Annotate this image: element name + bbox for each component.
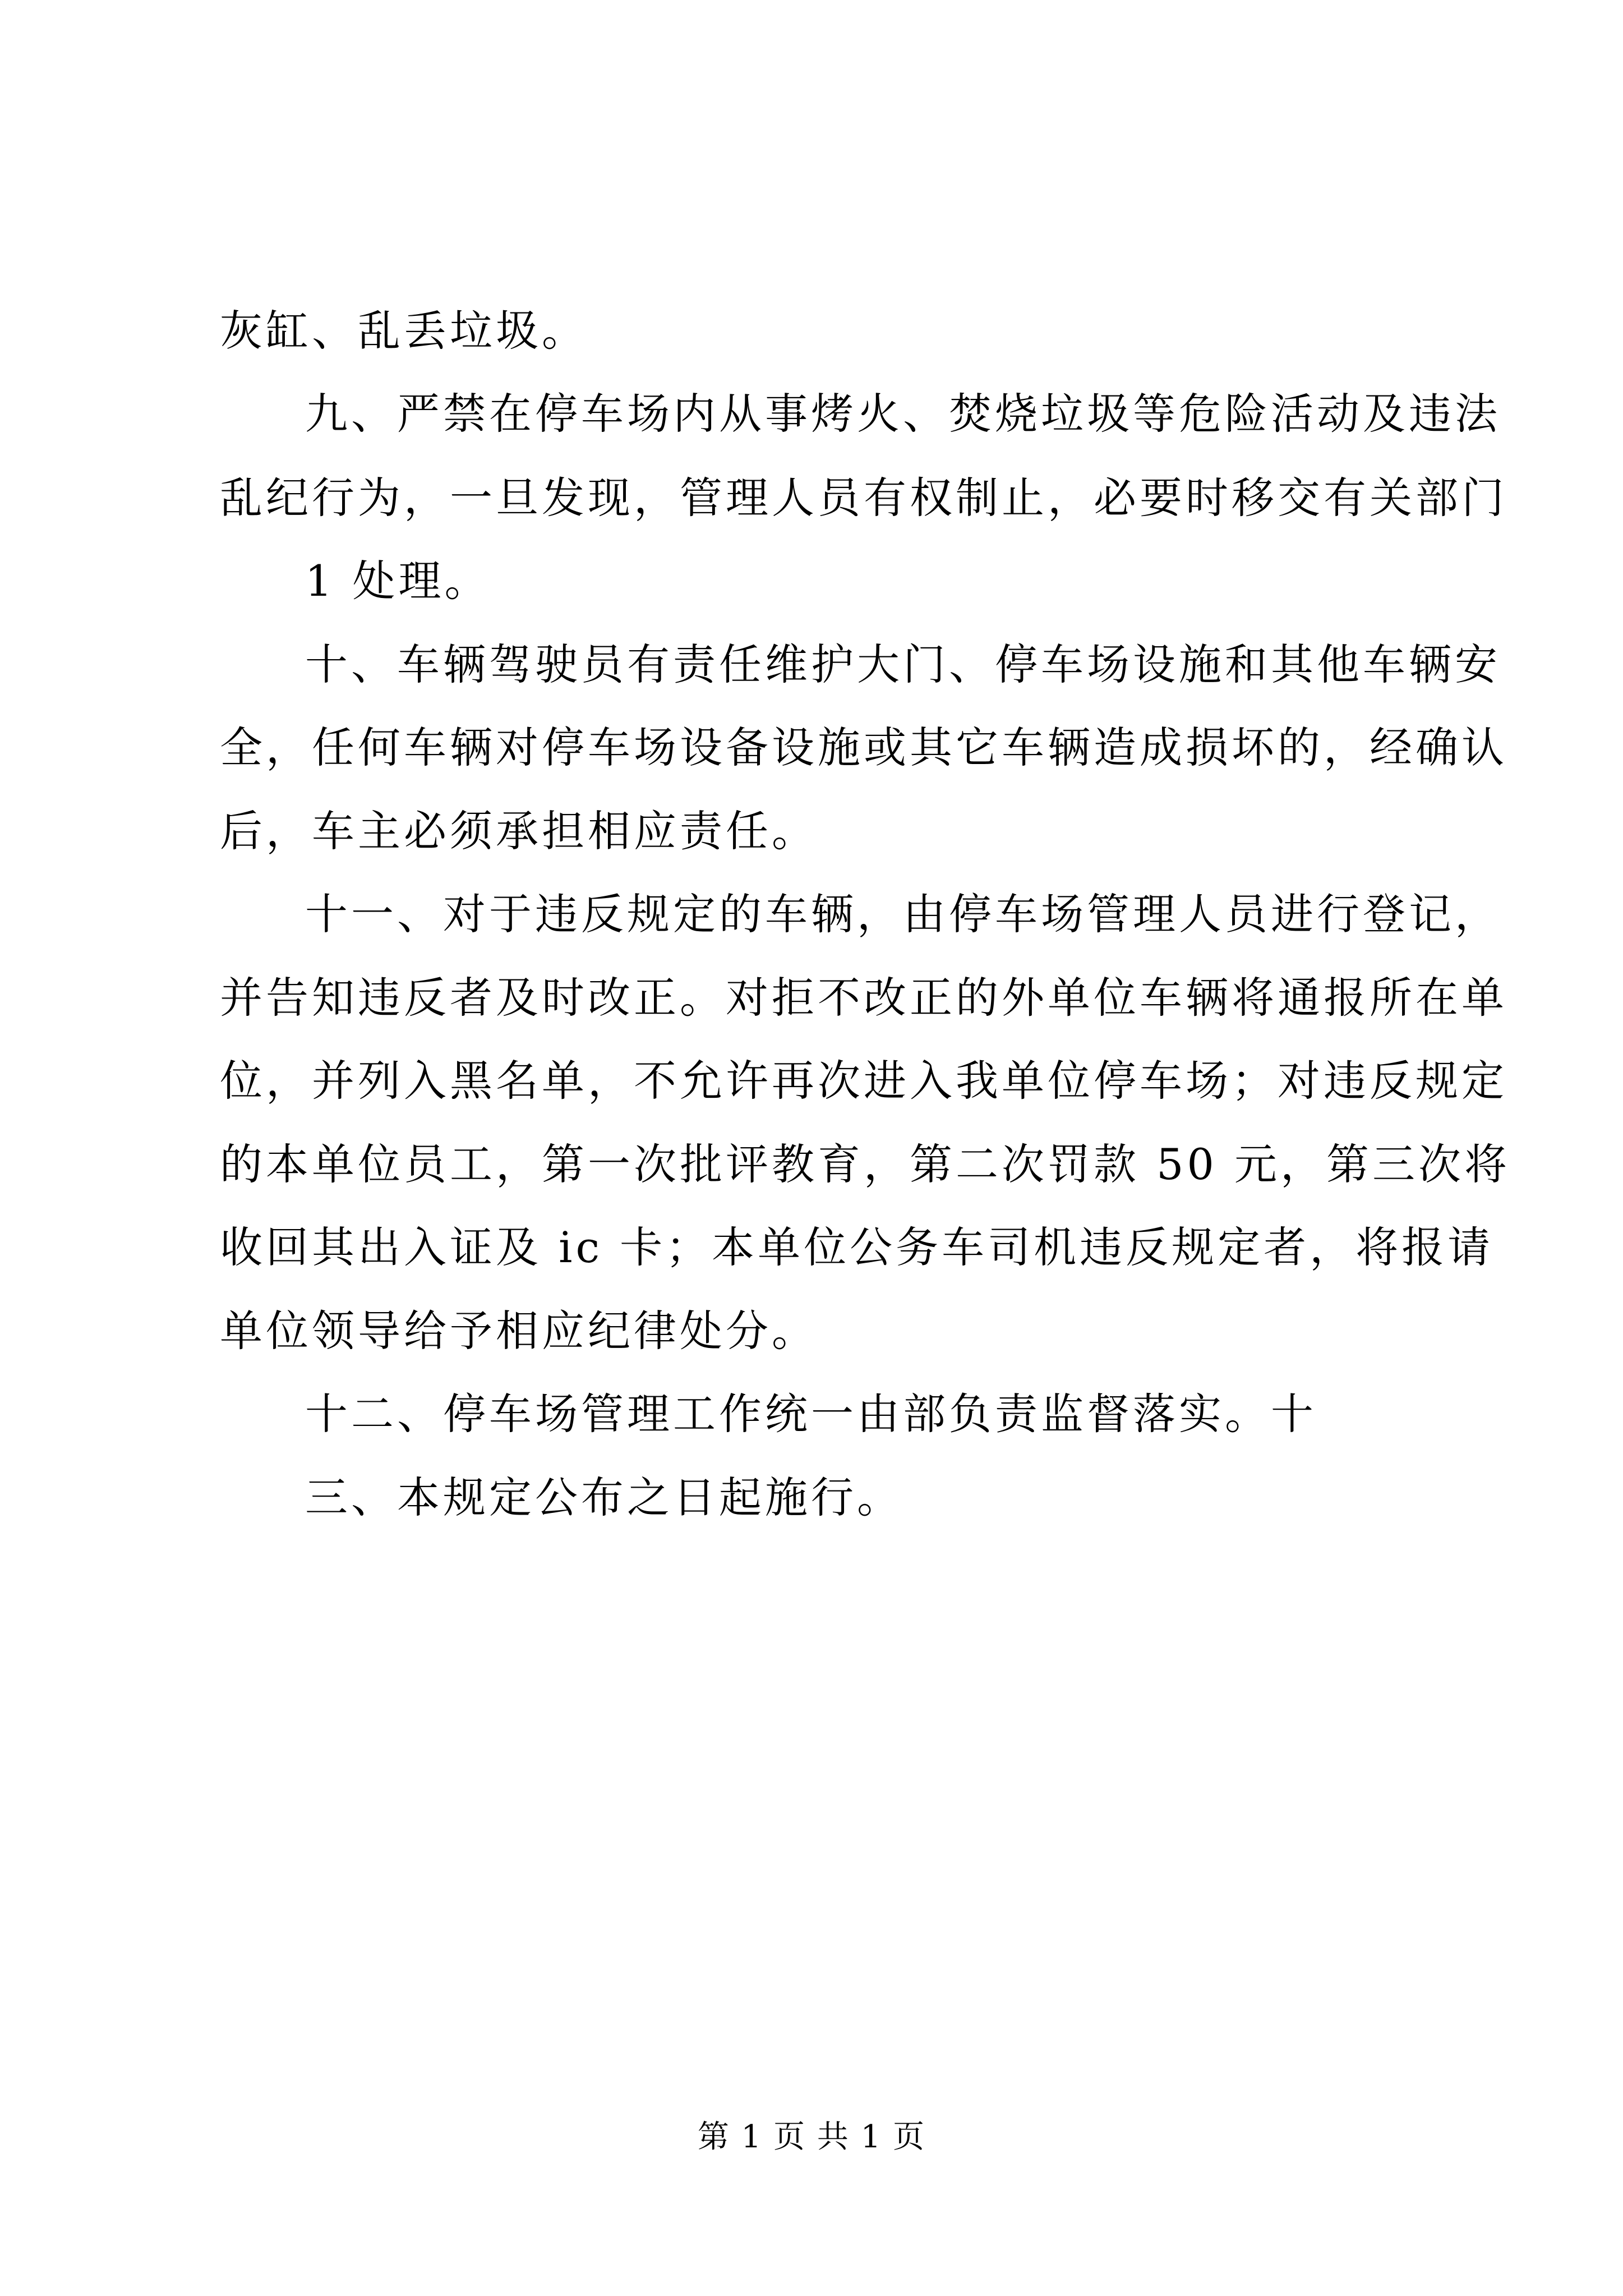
page-number-footer: 第 1 页 共 1 页 (697, 2119, 926, 2155)
text-line: 乱纪行为，一旦发现，管理人员有权制止，必要时移交有关部门 (220, 473, 1507, 523)
text-line: 十二、停车场管理工作统一由部负责监督落实。十 (305, 1389, 1317, 1439)
text-line: 灰缸、乱丢垃圾。 (220, 306, 588, 356)
text-line: 十、车辆驾驶员有责任维护大门、停车场设施和其他车辆安 (305, 639, 1501, 689)
text-line: 1 处理。 (305, 556, 491, 606)
text-line: 全，任何车辆对停车场设备设施或其它车辆造成损坏的，经确认 (220, 723, 1507, 772)
text-line: 十一、对于违反规定的车辆，由停车场管理人员进行登记， (305, 889, 1501, 939)
text-line: 九、严禁在停车场内从事烤火、焚烧垃圾等危险活动及违法 (305, 389, 1501, 439)
text-line: 位，并列入黑名单，不允许再次进入我单位停车场；对违反规定 (220, 1056, 1507, 1106)
text-line: 单位领导给予相应纪律处分。 (220, 1306, 818, 1356)
text-line: 后，车主必须承担相应责任。 (220, 806, 818, 856)
text-line: 收回其出入证及 ic 卡；本单位公务车司机违反规定者，将报请 (220, 1222, 1494, 1272)
text-line: 的本单位员工，第一次批评教育，第二次罚款 50 元，第三次将 (220, 1139, 1511, 1189)
text-line: 并告知违反者及时改正。对拒不改正的外单位车辆将通报所在单 (220, 973, 1507, 1023)
text-line: 三、本规定公布之日起施行。 (305, 1473, 903, 1522)
